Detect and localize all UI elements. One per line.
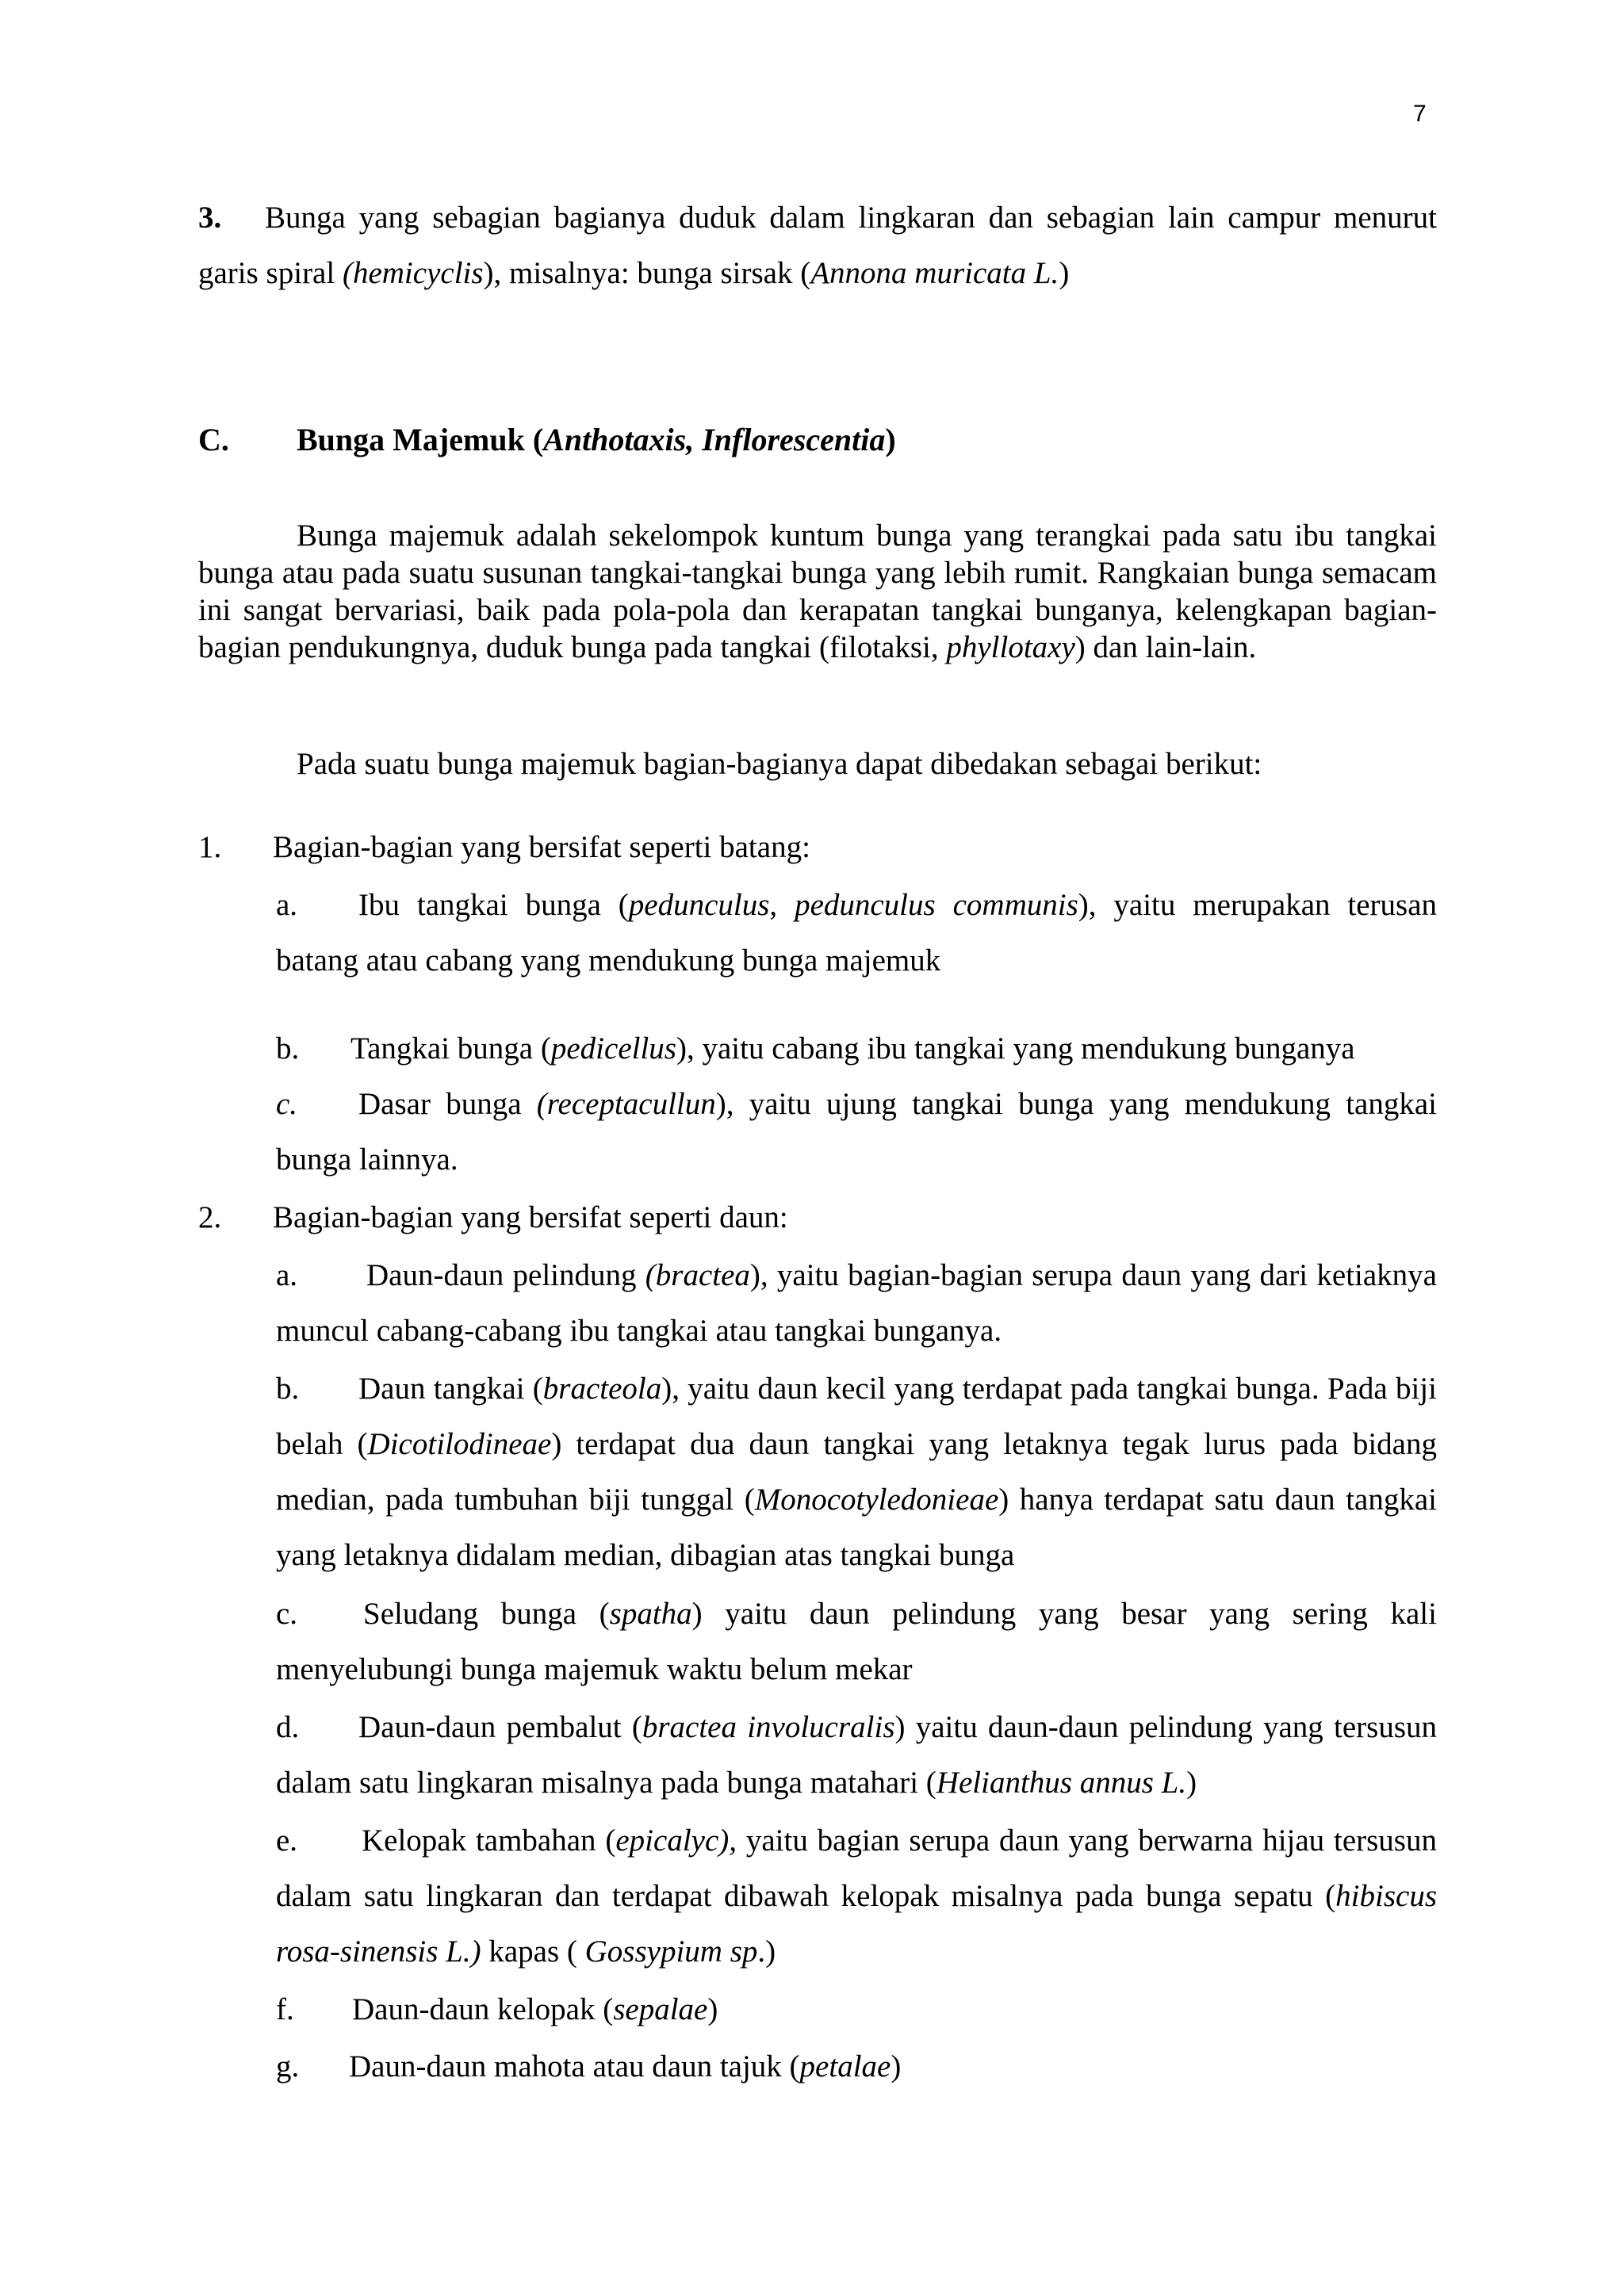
list-item-2-number: 2. [198, 1200, 222, 1234]
text-segment: Gossypium sp [584, 1934, 758, 1969]
list-item-2 [198, 1199, 1437, 1236]
text-segment: Daun-daun mahota atau daun tajuk ( [349, 2049, 800, 2084]
sub-item-1c [276, 1077, 1437, 1188]
text-segment: Daun-daun pelindung [366, 1258, 645, 1292]
sub-item-2a-letter: a. [276, 1258, 298, 1292]
sub-item-2b-text [276, 1372, 1437, 1572]
sub-item-2e-text [276, 1823, 1437, 1969]
text-segment: ) yaitu daun-daun pelindung yang tersusun dalam satu lingkaran misalnya pada bunga matahari ( [276, 1710, 1438, 1800]
sub-item-1a [276, 878, 1437, 989]
text-segment: ) [885, 422, 896, 457]
list-item-1 [198, 828, 1437, 866]
text-segment: hibiscus rosa-sinensis L.) [276, 1879, 1437, 1969]
sub-item-2f [276, 1982, 1437, 2038]
page-number: 7 [1413, 101, 1427, 127]
text-segment: Daun-daun pembalut ( [358, 1710, 642, 1744]
text-segment: ) [891, 2049, 902, 2084]
sub-item-2g-text [349, 2049, 901, 2084]
text-segment: Bunga yang sebagian bagianya duduk dalam lingkaran dan sebagian lain campur menurut garis spiral [198, 201, 1437, 290]
text-segment: , [769, 888, 795, 922]
sub-item-2g [276, 2039, 1437, 2095]
text-segment: ), yaitu ujung tangkai bunga yang mendukung tangkai bunga lainnya. [276, 1087, 1438, 1177]
sub-item-1a-letter: a. [276, 888, 298, 922]
text-segment: bractea involucralis [642, 1710, 895, 1744]
sub-item-2f-letter: f. [276, 1992, 294, 2026]
text-segment: pedunculus [628, 888, 770, 922]
text-segment: pedunculus communis [795, 888, 1078, 922]
sub-item-2c [276, 1586, 1437, 1697]
sub-item-1b [276, 1021, 1437, 1077]
sub-item-1a-text [276, 888, 1437, 978]
text-segment: Dasar bunga [358, 1087, 537, 1121]
sub-item-1b-letter: b. [276, 1031, 300, 1066]
intro-item-number: 3. [198, 201, 222, 235]
text-segment: (receptacullun [536, 1087, 716, 1121]
text-segment: (hemicyclis [342, 256, 484, 290]
text-segment: Bunga majemuk adalah sekelompok kuntum bunga yang terangkai pada satu ibu tangkai bunga atau pada suatu susunan tangkai-tangkai bunga yang lebih rumit. Rangkaian bunga semacam ini sangat bervariasi, baik pada pola-pola dan kerapatan tangkai bunganya, kelengkapan bagian-bagian pendukungnya, duduk bunga pada tangkai (filotaksi, [198, 519, 1437, 664]
text-segment: phyllotaxy [946, 630, 1075, 664]
text-segment: Monocotyledonieae [754, 1483, 999, 1517]
sub-item-2d-letter: d. [276, 1710, 300, 1744]
text-segment: kapas ( [481, 1934, 585, 1969]
sub-item-2g-letter: g. [276, 2049, 300, 2084]
sub-item-2f-text [352, 1992, 718, 2026]
text-segment: Dicotilodineae [367, 1427, 552, 1461]
section-title [297, 420, 896, 460]
text-segment: Annona muricata L. [810, 256, 1059, 290]
text-segment: yaitu bagian serupa daun yang berwarna hijau tersusun dalam satu lingkaran dan terdapat dibawah kelopak misalnya pada bunga sepatu ( [276, 1823, 1437, 1913]
text-segment: Daun tangkai ( [358, 1372, 543, 1406]
text-segment: ) dan lain-lain. [1074, 630, 1257, 664]
text-segment: Kelopak tambahan ( [362, 1823, 616, 1858]
text-segment: ) [707, 1992, 718, 2026]
text-segment: Tangkai bunga ( [350, 1031, 551, 1066]
text-segment: ), yaitu bagian-bagian serupa daun yang dari ketiaknya muncul cabang-cabang ibu tangkai atau tangkai bunganya. [276, 1258, 1437, 1348]
text-segment: spatha [609, 1597, 692, 1631]
text-segment: ) hanya terdapat satu daun tangkai yang letaknya didalam median, dibagian atas tangkai bunga [276, 1483, 1437, 1572]
text-segment: ) yaitu daun pelindung yang besar yang sering kali menyelubungi bunga majemuk waktu belum mekar [276, 1597, 1437, 1686]
text-segment: .) [757, 1934, 776, 1969]
text-segment: ) terdapat dua daun tangkai yang letaknya tegak lurus pada bidang median, pada tumbuhan biji tunggal ( [276, 1427, 1437, 1517]
list-item-1-number: 1. [198, 830, 222, 864]
section-letter: C. [198, 422, 229, 457]
intro-list-item [198, 190, 1437, 301]
text-segment: bracteola [542, 1372, 662, 1406]
sub-item-1c-text [276, 1087, 1437, 1177]
text-segment: ) [1059, 256, 1070, 290]
text-segment: ), yaitu cabang ibu tangkai yang mendukung bunganya [676, 1031, 1355, 1066]
sub-item-2a [276, 1248, 1437, 1359]
sub-item-1c-letter: c. [276, 1087, 298, 1121]
sub-item-2c-text [276, 1597, 1437, 1686]
text-segment: Seludang bunga ( [363, 1597, 610, 1631]
sub-item-2d [276, 1700, 1437, 1811]
sub-item-2e-letter: e. [276, 1823, 298, 1858]
sub-item-2a-text [276, 1258, 1437, 1348]
text-segment: Daun-daun kelopak ( [352, 1992, 614, 2026]
text-segment: Ibu tangkai bunga ( [358, 888, 629, 922]
text-segment: (bractea [645, 1258, 750, 1292]
sub-item-2d-text [276, 1710, 1437, 1800]
paragraph-definition [198, 517, 1437, 666]
text-segment: petalae [799, 2049, 891, 2084]
sub-item-2b-letter: b. [276, 1372, 300, 1406]
sub-item-2e [276, 1813, 1437, 1980]
text-segment: epicalyc), [615, 1823, 737, 1858]
sub-item-2c-letter: c. [276, 1597, 298, 1631]
text-segment: ) [1186, 1766, 1197, 1800]
text-segment: Bunga Majemuk ( [297, 422, 544, 457]
intro-item-text [198, 201, 1437, 290]
text-segment: ), yaitu daun kecil yang terdapat pada tangkai bunga. Pada biji belah ( [276, 1372, 1437, 1461]
text-segment: Anthotaxis, Inflorescentia [543, 422, 886, 457]
text-segment: ), yaitu merupakan terusan batang atau cabang yang mendukung bunga majemuk [276, 888, 1438, 978]
text-segment: pedicellus [550, 1031, 676, 1066]
list-item-2-label: Bagian-bagian yang bersifat seperti daun: [273, 1200, 788, 1234]
text-segment: Helianthus annus L. [936, 1766, 1187, 1800]
paragraph-intro-list: Pada suatu bunga majemuk bagian-bagianya dapat dibedakan sebagai berikut: [297, 747, 1262, 781]
list-item-1-label: Bagian-bagian yang bersifat seperti batang: [273, 830, 810, 864]
text-segment: ), misalnya: bunga sirsak ( [483, 256, 811, 290]
sub-item-1b-text [350, 1031, 1355, 1066]
sub-item-2b [276, 1361, 1437, 1583]
text-segment: sepalae [613, 1992, 708, 2026]
